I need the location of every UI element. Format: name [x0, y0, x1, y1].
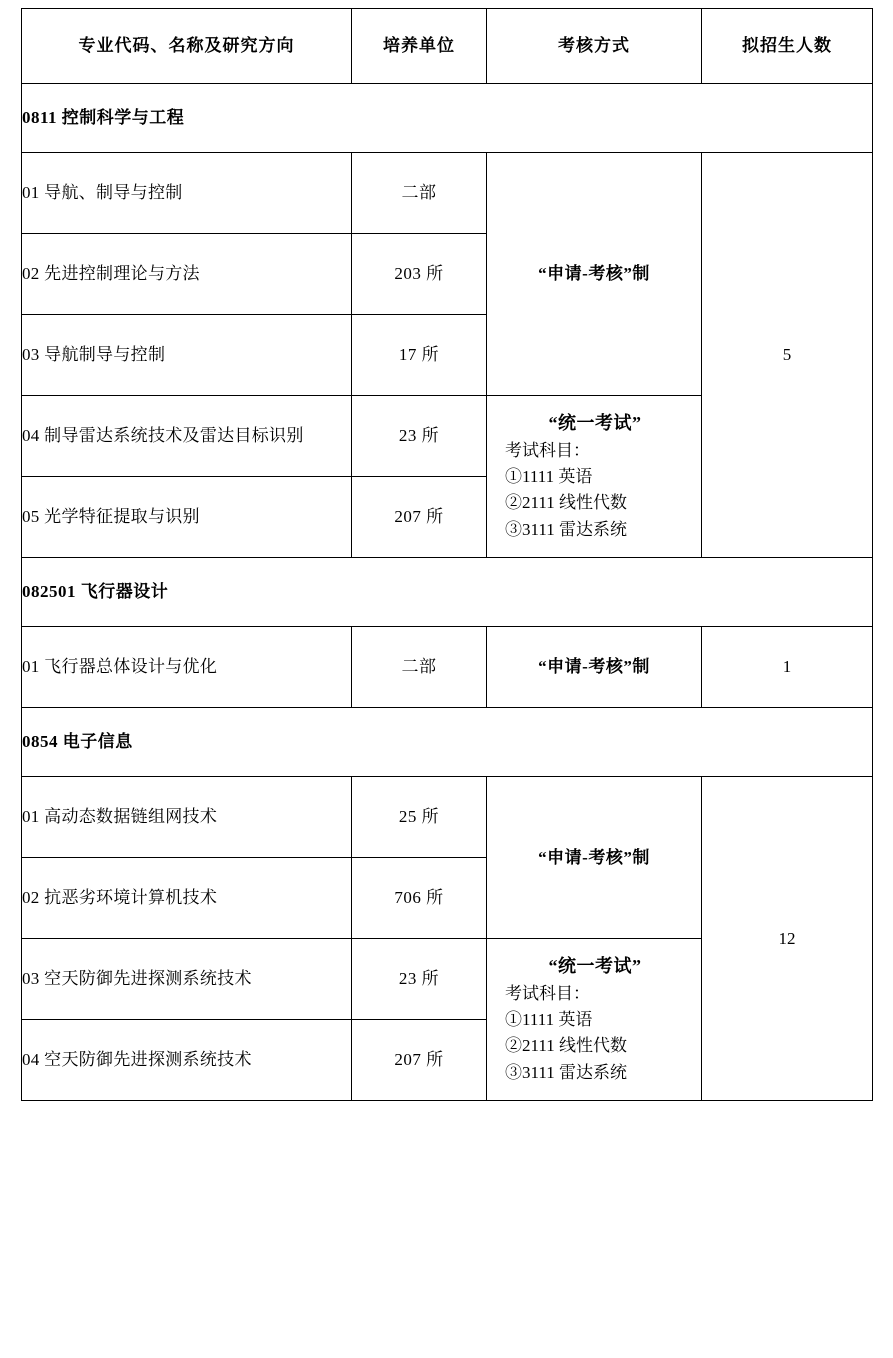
direction-cell: 04 制导雷达系统技术及雷达目标识别	[22, 396, 352, 477]
method-unified-line: ③3111 雷达系统	[505, 519, 627, 539]
direction-cell: 01 导航、制导与控制	[22, 153, 352, 234]
method-unified-line: ③3111 雷达系统	[505, 1062, 627, 1082]
method-unified-line: ②2111 线性代数	[505, 493, 627, 513]
method-unified-line: 考试科目：	[505, 440, 590, 460]
method-unified-line: ①1111 英语	[505, 1010, 593, 1030]
unit-cell: 25 所	[352, 777, 487, 858]
method-cell-apply: “申请-考核”制	[487, 777, 702, 939]
unit-cell: 706 所	[352, 858, 487, 939]
table-row	[22, 627, 873, 708]
header-unit: 培养单位	[352, 9, 487, 84]
direction-cell: 01 飞行器总体设计与优化	[22, 627, 352, 708]
direction-cell: 05 光学特征提取与识别	[22, 477, 352, 558]
count-cell: 12	[702, 777, 873, 1101]
method-unified-block	[487, 410, 701, 543]
direction-cell: 04 空天防御先进探测系统技术	[22, 1020, 352, 1101]
header-major: 专业代码、名称及研究方向	[22, 9, 352, 84]
method-cell-unified	[487, 396, 702, 558]
direction-cell: 02 先进控制理论与方法	[22, 234, 352, 315]
header-count: 拟招生人数	[702, 9, 873, 84]
admission-table	[21, 8, 873, 1101]
method-unified-line: ①1111 英语	[505, 467, 593, 487]
count-cell: 1	[702, 627, 873, 708]
unit-cell: 17 所	[352, 315, 487, 396]
direction-cell: 02 抗恶劣环境计算机技术	[22, 858, 352, 939]
unit-cell: 203 所	[352, 234, 487, 315]
group-title-row	[22, 708, 873, 777]
direction-cell: 03 导航制导与控制	[22, 315, 352, 396]
table-row	[22, 153, 873, 234]
method-cell-apply: “申请-考核”制	[487, 153, 702, 396]
group-title-0854: 0854 电子信息	[22, 708, 873, 777]
method-unified-line: 考试科目：	[505, 983, 590, 1003]
document-page	[0, 8, 893, 1358]
unit-cell: 二部	[352, 627, 487, 708]
table-row	[22, 777, 873, 858]
group-title-row	[22, 84, 873, 153]
unit-cell: 207 所	[352, 477, 487, 558]
method-cell-unified	[487, 939, 702, 1101]
group-title-0811: 0811 控制科学与工程	[22, 84, 873, 153]
direction-cell: 01 高动态数据链组网技术	[22, 777, 352, 858]
unit-cell: 23 所	[352, 939, 487, 1020]
unit-cell: 23 所	[352, 396, 487, 477]
method-unified-block	[487, 953, 701, 1086]
unit-cell: 二部	[352, 153, 487, 234]
direction-cell: 03 空天防御先进探测系统技术	[22, 939, 352, 1020]
method-unified-title: “统一考试”	[548, 412, 642, 433]
group-title-082501: 082501 飞行器设计	[22, 558, 873, 627]
table-header-row	[22, 9, 873, 84]
method-unified-line: ②2111 线性代数	[505, 1036, 627, 1056]
header-method: 考核方式	[487, 9, 702, 84]
method-cell-apply: “申请-考核”制	[487, 627, 702, 708]
group-title-row	[22, 558, 873, 627]
method-unified-title: “统一考试”	[548, 955, 642, 976]
count-cell: 5	[702, 153, 873, 558]
unit-cell: 207 所	[352, 1020, 487, 1101]
